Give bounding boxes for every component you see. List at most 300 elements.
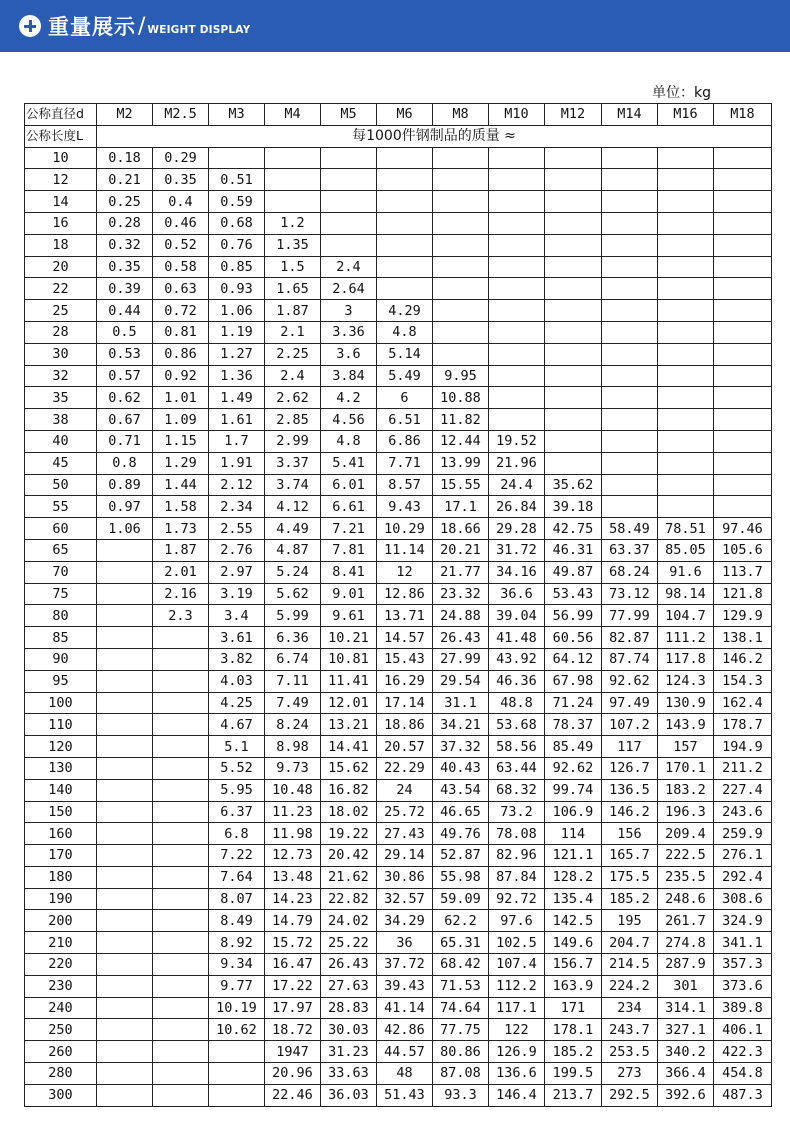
weight-cell [97, 539, 153, 561]
weight-cell: 32.57 [377, 888, 433, 910]
weight-cell: 10.21 [321, 627, 377, 649]
weight-cell [377, 256, 433, 278]
weight-cell [97, 757, 153, 779]
weight-cell [602, 212, 658, 234]
weight-cell: 13.21 [321, 714, 377, 736]
weight-cell: 121.1 [545, 845, 602, 867]
column-header: M18 [714, 104, 772, 126]
weight-cell [714, 191, 772, 213]
weight-cell: 3.36 [321, 321, 377, 343]
weight-cell: 92.62 [545, 757, 602, 779]
weight-cell: 7.81 [321, 539, 377, 561]
weight-cell: 106.9 [545, 801, 602, 823]
weight-cell: 46.65 [433, 801, 489, 823]
weight-cell: 15.72 [265, 932, 321, 954]
weight-cell: 7.22 [209, 845, 265, 867]
length-cell: 300 [25, 1084, 97, 1106]
weight-cell: 97.49 [602, 692, 658, 714]
weight-cell: 9.95 [433, 365, 489, 387]
weight-cell [714, 234, 772, 256]
weight-cell: 78.51 [658, 518, 714, 540]
weight-cell: 11.23 [265, 801, 321, 823]
weight-cell [602, 343, 658, 365]
length-cell: 260 [25, 1041, 97, 1063]
weight-cell: 175.5 [602, 866, 658, 888]
weight-cell: 0.5 [97, 321, 153, 343]
weight-cell [153, 1019, 209, 1041]
weight-cell: 4.12 [265, 496, 321, 518]
weight-cell: 454.8 [714, 1063, 772, 1085]
weight-cell [545, 343, 602, 365]
weight-cell [153, 648, 209, 670]
table-row [25, 997, 772, 1019]
weight-cell [265, 147, 321, 169]
weight-cell: 287.9 [658, 954, 714, 976]
weight-cell: 98.14 [658, 583, 714, 605]
weight-cell [97, 648, 153, 670]
weight-cell: 0.44 [97, 300, 153, 322]
weight-cell: 102.5 [489, 932, 545, 954]
table-row [25, 343, 772, 365]
weight-cell [602, 496, 658, 518]
weight-cell [658, 256, 714, 278]
weight-cell: 373.6 [714, 975, 772, 997]
table-row [25, 845, 772, 867]
column-header: M8 [433, 104, 489, 126]
table-row [25, 954, 772, 976]
weight-cell [714, 409, 772, 431]
weight-cell [377, 169, 433, 191]
length-cell: 130 [25, 757, 97, 779]
weight-cell: 308.6 [714, 888, 772, 910]
weight-cell: 36.03 [321, 1084, 377, 1106]
weight-cell: 2.4 [321, 256, 377, 278]
weight-cell [433, 147, 489, 169]
weight-cell [658, 387, 714, 409]
weight-cell [97, 605, 153, 627]
length-cell: 240 [25, 997, 97, 1019]
weight-cell: 2.34 [209, 496, 265, 518]
weight-cell: 73.2 [489, 801, 545, 823]
weight-cell [97, 692, 153, 714]
weight-cell: 24.4 [489, 474, 545, 496]
column-header: M12 [545, 104, 602, 126]
weight-cell [97, 779, 153, 801]
weight-cell: 93.3 [433, 1084, 489, 1106]
weight-cell: 31.1 [433, 692, 489, 714]
weight-cell: 87.74 [602, 648, 658, 670]
weight-cell: 0.46 [153, 212, 209, 234]
weight-cell: 36 [377, 932, 433, 954]
weight-cell: 105.6 [714, 539, 772, 561]
weight-cell: 58.49 [602, 518, 658, 540]
weight-cell [153, 823, 209, 845]
table-row [25, 605, 772, 627]
weight-cell [714, 321, 772, 343]
weight-cell: 194.9 [714, 736, 772, 758]
weight-cell [602, 234, 658, 256]
table-row [25, 278, 772, 300]
weight-cell: 389.8 [714, 997, 772, 1019]
weight-cell: 34.29 [377, 910, 433, 932]
weight-cell: 10.48 [265, 779, 321, 801]
weight-cell: 19.52 [489, 430, 545, 452]
weight-cell [658, 147, 714, 169]
weight-cell [97, 975, 153, 997]
weight-cell: 340.2 [658, 1041, 714, 1063]
length-cell: 210 [25, 932, 97, 954]
length-cell: 280 [25, 1063, 97, 1085]
weight-cell: 18.86 [377, 714, 433, 736]
weight-cell [658, 496, 714, 518]
length-cell: 200 [25, 910, 97, 932]
weight-cell: 128.2 [545, 866, 602, 888]
weight-cell [97, 823, 153, 845]
weight-cell: 6 [377, 387, 433, 409]
weight-cell: 178.7 [714, 714, 772, 736]
weight-cell: 13.99 [433, 452, 489, 474]
weight-cell [209, 1084, 265, 1106]
length-cell: 20 [25, 256, 97, 278]
weight-cell: 273 [602, 1063, 658, 1085]
weight-cell: 5.24 [265, 561, 321, 583]
weight-cell: 16.47 [265, 954, 321, 976]
weight-cell [153, 779, 209, 801]
weight-cell: 117 [602, 736, 658, 758]
weight-cell [97, 1084, 153, 1106]
weight-cell [153, 1063, 209, 1085]
weight-cell: 11.98 [265, 823, 321, 845]
weight-cell: 29.54 [433, 670, 489, 692]
weight-cell: 7.71 [377, 452, 433, 474]
weight-cell: 0.21 [97, 169, 153, 191]
weight-cell [489, 278, 545, 300]
weight-cell: 77.99 [602, 605, 658, 627]
length-cell: 80 [25, 605, 97, 627]
weight-cell: 53.43 [545, 583, 602, 605]
weight-cell: 314.1 [658, 997, 714, 1019]
weight-cell: 43.92 [489, 648, 545, 670]
table-row [25, 539, 772, 561]
weight-cell: 10.29 [377, 518, 433, 540]
weight-cell: 406.1 [714, 1019, 772, 1041]
weight-cell: 1.2 [265, 212, 321, 234]
weight-cell: 14.79 [265, 910, 321, 932]
weight-cell: 104.7 [658, 605, 714, 627]
weight-cell: 71.53 [433, 975, 489, 997]
table-row [25, 801, 772, 823]
weight-cell: 2.3 [153, 605, 209, 627]
weight-cell: 1.09 [153, 409, 209, 431]
table-row [25, 910, 772, 932]
table-row [25, 234, 772, 256]
weight-cell: 51.43 [377, 1084, 433, 1106]
weight-cell [97, 866, 153, 888]
weight-cell [489, 321, 545, 343]
weight-table [24, 103, 772, 1107]
weight-cell [489, 191, 545, 213]
length-cell: 25 [25, 300, 97, 322]
weight-cell: 3.61 [209, 627, 265, 649]
weight-cell: 146.2 [602, 801, 658, 823]
weight-cell: 13.48 [265, 866, 321, 888]
weight-cell [97, 670, 153, 692]
weight-cell: 11.41 [321, 670, 377, 692]
column-header: M3 [209, 104, 265, 126]
length-cell: 40 [25, 430, 97, 452]
length-cell: 55 [25, 496, 97, 518]
length-cell: 150 [25, 801, 97, 823]
table-subtitle: 每1000件钢制品的质量 ≈ [97, 125, 772, 147]
weight-cell: 15.43 [377, 648, 433, 670]
weight-cell [97, 997, 153, 1019]
weight-cell [658, 300, 714, 322]
weight-cell: 2.12 [209, 474, 265, 496]
weight-cell [602, 300, 658, 322]
weight-cell: 4.2 [321, 387, 377, 409]
weight-cell: 1.36 [209, 365, 265, 387]
weight-cell: 3.82 [209, 648, 265, 670]
weight-cell: 0.28 [97, 212, 153, 234]
table-row [25, 866, 772, 888]
weight-cell: 18.02 [321, 801, 377, 823]
weight-cell: 213.7 [545, 1084, 602, 1106]
weight-cell: 4.25 [209, 692, 265, 714]
weight-cell [97, 910, 153, 932]
weight-cell: 5.14 [377, 343, 433, 365]
weight-cell: 22.29 [377, 757, 433, 779]
weight-cell: 25.22 [321, 932, 377, 954]
weight-cell: 8.92 [209, 932, 265, 954]
table-row [25, 430, 772, 452]
weight-cell: 80.86 [433, 1041, 489, 1063]
weight-cell: 21.77 [433, 561, 489, 583]
table-row [25, 757, 772, 779]
table-row [25, 387, 772, 409]
weight-cell: 25.72 [377, 801, 433, 823]
weight-cell: 39.18 [545, 496, 602, 518]
weight-cell: 18.66 [433, 518, 489, 540]
weight-cell: 162.4 [714, 692, 772, 714]
weight-cell [377, 147, 433, 169]
weight-cell: 1.61 [209, 409, 265, 431]
weight-cell: 113.7 [714, 561, 772, 583]
weight-cell [714, 300, 772, 322]
weight-cell: 117.1 [489, 997, 545, 1019]
weight-cell: 253.5 [602, 1041, 658, 1063]
weight-cell [433, 321, 489, 343]
weight-cell: 1.5 [265, 256, 321, 278]
length-cell: 18 [25, 234, 97, 256]
table-row [25, 670, 772, 692]
weight-cell: 59.09 [433, 888, 489, 910]
length-cell: 45 [25, 452, 97, 474]
weight-cell: 5.99 [265, 605, 321, 627]
weight-cell [433, 343, 489, 365]
weight-cell [321, 191, 377, 213]
header-row [25, 104, 772, 126]
weight-cell: 16.82 [321, 779, 377, 801]
length-cell: 38 [25, 409, 97, 431]
weight-cell: 21.96 [489, 452, 545, 474]
table-row [25, 518, 772, 540]
weight-cell [658, 409, 714, 431]
table-row [25, 888, 772, 910]
weight-cell: 2.25 [265, 343, 321, 365]
weight-cell [153, 910, 209, 932]
weight-cell: 0.57 [97, 365, 153, 387]
weight-cell [433, 234, 489, 256]
weight-cell [97, 627, 153, 649]
weight-cell [377, 234, 433, 256]
weight-cell: 6.01 [321, 474, 377, 496]
weight-cell: 2.97 [209, 561, 265, 583]
weight-cell [97, 888, 153, 910]
weight-cell [714, 212, 772, 234]
weight-cell: 74.64 [433, 997, 489, 1019]
weight-cell: 211.2 [714, 757, 772, 779]
weight-cell [321, 147, 377, 169]
weight-cell: 17.1 [433, 496, 489, 518]
weight-cell [714, 452, 772, 474]
table-row [25, 496, 772, 518]
weight-cell: 5.52 [209, 757, 265, 779]
weight-cell: 142.5 [545, 910, 602, 932]
weight-cell: 24.02 [321, 910, 377, 932]
weight-cell [377, 212, 433, 234]
weight-cell: 6.36 [265, 627, 321, 649]
weight-cell: 0.25 [97, 191, 153, 213]
length-cell: 90 [25, 648, 97, 670]
plus-circle-icon [19, 15, 41, 37]
weight-cell: 2.62 [265, 387, 321, 409]
weight-cell: 49.76 [433, 823, 489, 845]
weight-cell: 199.5 [545, 1063, 602, 1085]
weight-cell: 1.49 [209, 387, 265, 409]
weight-cell: 40.43 [433, 757, 489, 779]
weight-cell: 31.23 [321, 1041, 377, 1063]
weight-cell: 136.5 [602, 779, 658, 801]
weight-cell [602, 452, 658, 474]
weight-cell: 9.61 [321, 605, 377, 627]
weight-cell [433, 169, 489, 191]
weight-cell [489, 234, 545, 256]
weight-cell: 1.27 [209, 343, 265, 365]
weight-cell: 366.4 [658, 1063, 714, 1085]
weight-cell: 8.24 [265, 714, 321, 736]
weight-cell: 2.1 [265, 321, 321, 343]
weight-cell: 20.57 [377, 736, 433, 758]
weight-cell: 43.54 [433, 779, 489, 801]
weight-cell: 19.22 [321, 823, 377, 845]
weight-cell [153, 888, 209, 910]
weight-cell [489, 300, 545, 322]
weight-cell: 0.67 [97, 409, 153, 431]
table-row [25, 583, 772, 605]
length-cell: 140 [25, 779, 97, 801]
table-row [25, 1041, 772, 1063]
weight-cell [153, 997, 209, 1019]
weight-cell [97, 954, 153, 976]
weight-cell: 261.7 [658, 910, 714, 932]
table-row [25, 932, 772, 954]
weight-cell [714, 430, 772, 452]
weight-cell [602, 430, 658, 452]
table-row [25, 692, 772, 714]
length-cell: 230 [25, 975, 97, 997]
weight-cell [545, 191, 602, 213]
weight-cell: 0.29 [153, 147, 209, 169]
weight-cell: 87.08 [433, 1063, 489, 1085]
weight-cell: 20.42 [321, 845, 377, 867]
weight-cell: 37.32 [433, 736, 489, 758]
length-cell: 22 [25, 278, 97, 300]
weight-cell: 8.98 [265, 736, 321, 758]
weight-cell: 8.41 [321, 561, 377, 583]
weight-cell [545, 234, 602, 256]
weight-cell [433, 212, 489, 234]
weight-cell [433, 191, 489, 213]
weight-cell: 67.98 [545, 670, 602, 692]
weight-cell: 1.19 [209, 321, 265, 343]
header-title: 重量展示 [48, 15, 136, 39]
weight-cell: 6.8 [209, 823, 265, 845]
weight-cell: 117.8 [658, 648, 714, 670]
weight-cell: 33.63 [321, 1063, 377, 1085]
weight-cell: 65.31 [433, 932, 489, 954]
weight-cell [153, 692, 209, 714]
weight-cell: 1.06 [209, 300, 265, 322]
weight-cell: 5.41 [321, 452, 377, 474]
weight-cell [97, 932, 153, 954]
weight-cell [153, 954, 209, 976]
weight-cell: 91.6 [658, 561, 714, 583]
weight-cell: 29.14 [377, 845, 433, 867]
weight-cell [153, 714, 209, 736]
weight-cell: 171 [545, 997, 602, 1019]
weight-cell: 46.36 [489, 670, 545, 692]
table-row [25, 191, 772, 213]
weight-cell: 2.76 [209, 539, 265, 561]
weight-cell: 17.14 [377, 692, 433, 714]
weight-cell: 0.4 [153, 191, 209, 213]
weight-cell: 82.96 [489, 845, 545, 867]
weight-cell: 17.22 [265, 975, 321, 997]
weight-cell: 1.06 [97, 518, 153, 540]
header-banner [0, 0, 790, 52]
column-header: M6 [377, 104, 433, 126]
table-row [25, 147, 772, 169]
weight-cell: 222.5 [658, 845, 714, 867]
weight-cell: 156 [602, 823, 658, 845]
weight-cell: 178.1 [545, 1019, 602, 1041]
weight-cell: 0.71 [97, 430, 153, 452]
weight-cell: 99.74 [545, 779, 602, 801]
weight-cell: 163.9 [545, 975, 602, 997]
weight-cell [377, 278, 433, 300]
weight-cell: 10.19 [209, 997, 265, 1019]
weight-cell [153, 670, 209, 692]
weight-cell [97, 561, 153, 583]
table-row [25, 1063, 772, 1085]
weight-cell: 4.49 [265, 518, 321, 540]
weight-cell [545, 409, 602, 431]
weight-cell: 209.4 [658, 823, 714, 845]
weight-cell: 2.64 [321, 278, 377, 300]
weight-cell [602, 278, 658, 300]
weight-cell: 143.9 [658, 714, 714, 736]
weight-cell: 3.84 [321, 365, 377, 387]
